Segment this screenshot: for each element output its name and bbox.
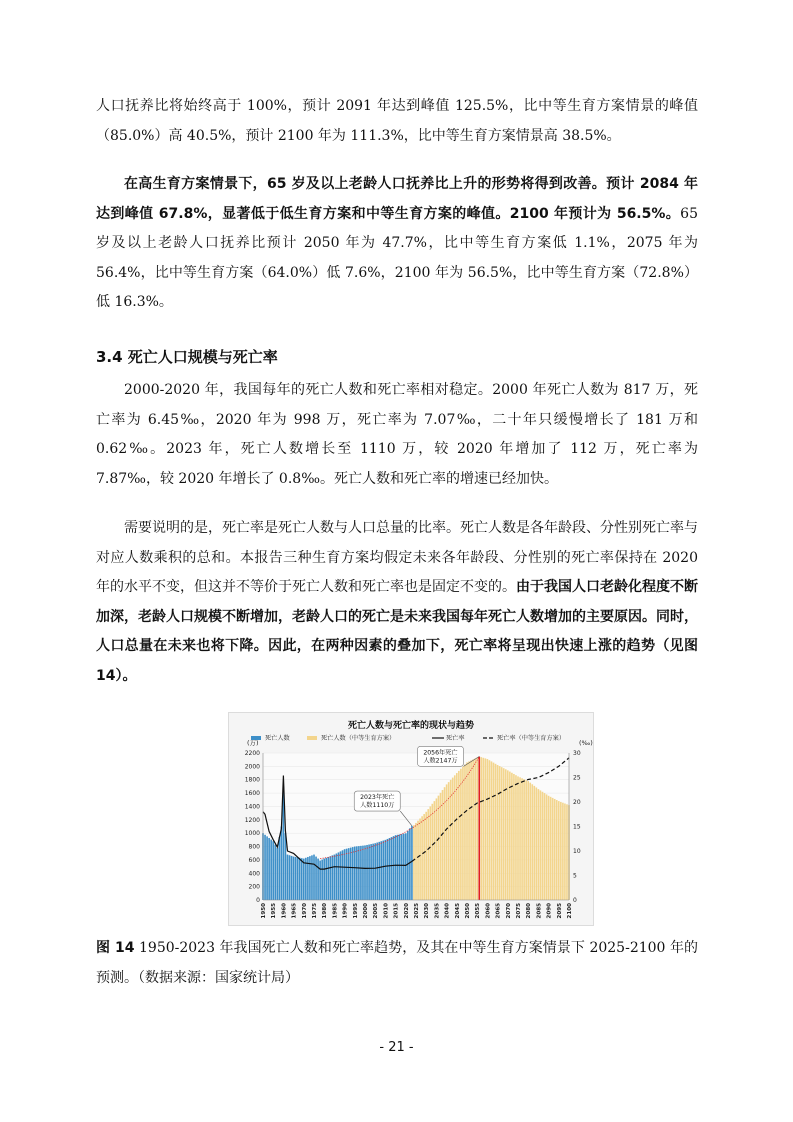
bar-deaths-historical	[268, 838, 270, 900]
bar-deaths-historical	[411, 826, 413, 900]
bar-deaths-historical	[391, 837, 393, 900]
bar-deaths-projected	[448, 782, 450, 900]
bar-deaths-historical	[344, 849, 346, 900]
bar-deaths-historical	[276, 848, 278, 900]
bar-deaths-historical	[321, 860, 323, 900]
y-left-tick-label: 2000	[244, 763, 260, 771]
bar-deaths-historical	[301, 858, 303, 900]
bar-deaths-projected	[434, 801, 436, 900]
bar-deaths-projected	[560, 802, 562, 900]
bar-deaths-historical	[342, 850, 344, 900]
paragraph-text: 人口抚养比将始终高于 100%，预计 2091 年达到峰值 125.5%，比中等生育方案情景的峰值（85.0%）高 40.5%，预计 2100 年为 111.3%，比中等生育方案情景高 38.5%。	[96, 98, 698, 144]
bar-deaths-historical	[401, 834, 403, 900]
bar-deaths-projected	[419, 818, 421, 900]
bar-deaths-historical	[327, 857, 329, 900]
bar-deaths-projected	[542, 792, 544, 900]
y-right-tick-label: 20	[573, 799, 581, 806]
bar-deaths-historical	[287, 855, 289, 900]
figure-caption-text: 1950-2023 年我国死亡人数和死亡率趋势，及其在中等生育方案情景下 2025-2100 年的预测。（数据来源：国家统计局）	[96, 940, 699, 986]
y-left-unit: (万)	[247, 739, 259, 747]
x-tick-label: 1980	[322, 903, 329, 919]
bar-deaths-historical	[291, 856, 293, 900]
bar-deaths-projected	[519, 777, 521, 900]
bar-deaths-historical	[356, 846, 358, 900]
y-left-tick-label: 200	[248, 883, 260, 891]
y-left-tick-label: 400	[248, 870, 260, 878]
bar-deaths-projected	[474, 758, 476, 900]
callout-text: 人数2147万	[423, 757, 458, 765]
bar-deaths-historical	[352, 847, 354, 900]
bar-deaths-projected	[515, 775, 517, 900]
bar-deaths-projected	[429, 806, 431, 900]
bar-deaths-historical	[285, 833, 287, 900]
y-left-tick-label: 1400	[244, 803, 260, 811]
bar-deaths-projected	[536, 787, 538, 900]
bar-deaths-historical	[389, 838, 391, 900]
legend-swatch	[307, 736, 317, 740]
x-tick-label: 2005	[373, 903, 380, 919]
y-left-tick-label: 2200	[244, 750, 260, 757]
legend-label: 死亡率	[446, 735, 465, 742]
bar-deaths-historical	[311, 855, 313, 900]
bar-deaths-projected	[493, 763, 495, 900]
y-left-tick-label: 800	[248, 843, 260, 851]
bar-deaths-projected	[413, 825, 415, 900]
chart-svg	[229, 713, 593, 925]
bar-deaths-historical	[305, 858, 307, 900]
bar-deaths-historical	[270, 840, 272, 900]
bar-deaths-historical	[272, 841, 274, 900]
bar-deaths-historical	[279, 837, 281, 900]
bar-deaths-historical	[346, 849, 348, 900]
bar-deaths-historical	[330, 856, 332, 900]
bar-deaths-projected	[458, 771, 460, 900]
bar-deaths-historical	[274, 845, 276, 900]
callout-text: 人数1110万	[360, 802, 395, 810]
bar-deaths-projected	[432, 804, 434, 900]
y-left-tick-label: 600	[248, 856, 260, 864]
bar-deaths-historical	[364, 845, 366, 900]
bar-deaths-historical	[295, 857, 297, 900]
bar-deaths-historical	[387, 839, 389, 900]
x-tick-label: 2015	[393, 903, 400, 919]
x-tick-label: 2055	[475, 903, 482, 919]
y-right-tick-label: 25	[573, 774, 581, 782]
bar-deaths-historical	[299, 858, 301, 900]
bar-deaths-projected	[464, 764, 466, 900]
bar-deaths-projected	[517, 776, 519, 900]
bar-deaths-projected	[483, 758, 485, 900]
bar-deaths-historical	[372, 844, 374, 900]
bar-deaths-projected	[550, 797, 552, 900]
bar-deaths-historical	[378, 842, 380, 900]
y-right-tick-label: 5	[573, 872, 577, 880]
bar-deaths-projected	[499, 766, 501, 900]
bar-deaths-historical	[374, 843, 376, 900]
x-tick-label: 2095	[556, 903, 563, 919]
paragraph-dependency-ratio-cont	[96, 92, 698, 151]
bar-deaths-historical	[385, 840, 387, 900]
chart-plot-area	[245, 746, 581, 918]
x-tick-label: 2100	[567, 903, 573, 919]
bar-deaths-projected	[558, 801, 560, 900]
y-left-tick-label: 1000	[244, 830, 260, 838]
bar-deaths-projected	[521, 778, 523, 900]
x-tick-label: 2040	[444, 903, 451, 919]
bar-deaths-historical	[264, 835, 266, 900]
x-tick-label: 2045	[454, 903, 461, 919]
bar-deaths-historical	[340, 851, 342, 900]
legend-label: 死亡人数	[265, 735, 290, 742]
figure-14-chart	[228, 712, 594, 926]
bar-deaths-projected	[436, 798, 438, 900]
bar-deaths-projected	[562, 803, 564, 900]
bar-deaths-projected	[456, 773, 458, 900]
paragraph-text: 需要说明的是，死亡率是死亡人数与人口总量的比率。死亡人数是各年龄段、分性别死亡率与对应人数乘积的总和。本报告三种生育方案均假定未来各年龄段、分性别的死亡率保持在 2020 年的水平不变，但这并不等价于死亡人数和死亡率也是固定不变的。	[96, 520, 698, 595]
bar-deaths-historical	[332, 855, 334, 900]
bar-deaths-historical	[309, 856, 311, 900]
bar-deaths-historical	[350, 848, 352, 900]
bar-deaths-historical	[293, 857, 295, 900]
bar-deaths-projected	[531, 784, 533, 900]
bar-deaths-projected	[485, 758, 487, 900]
paragraph-high-fertility	[96, 170, 698, 318]
bar-deaths-historical	[370, 844, 372, 900]
bar-deaths-historical	[297, 857, 299, 900]
figure-caption	[96, 934, 698, 993]
bar-deaths-projected	[460, 769, 462, 900]
bar-deaths-historical	[366, 845, 368, 900]
x-tick-label: 2030	[424, 903, 431, 919]
bar-deaths-projected	[544, 793, 546, 900]
paragraph-text: 2000-2020 年，我国每年的死亡人数和死亡率相对稳定。2000 年死亡人数为 817 万，死亡率为 6.45‰，2020 年为 998 万，死亡率为 7.07‰，二十年只缓慢增长了 181 万和 0.62‰。2023 年，死亡人数增长至 1110 万，较 2020 年增加了 112 万，死亡率为 7.87‰，较 2020 年增长了 0.8‰。死亡人数和死亡率的增速已经加快。	[96, 382, 698, 487]
bar-deaths-projected	[552, 798, 554, 900]
bar-deaths-historical	[362, 846, 364, 900]
x-tick-label: 2080	[526, 903, 533, 919]
bar-deaths-projected	[444, 787, 446, 900]
paragraph-text: 65 岁及以上老龄人口抚养比预计 2050 年为 47.7%，比中等生育方案低 1.1%，2075 年为 56.4%，比中等生育方案（64.0%）低 7.6%，2100 年为 56.5%，比中等生育方案（72.8%）低 16.3%。	[96, 205, 698, 310]
y-right-tick-label: 30	[573, 750, 581, 757]
bar-deaths-projected	[546, 794, 548, 900]
bar-deaths-projected	[462, 767, 464, 900]
bar-deaths-projected	[538, 789, 540, 900]
x-tick-label: 2065	[495, 903, 502, 919]
bar-deaths-projected	[566, 804, 568, 900]
x-tick-label: 2060	[485, 903, 492, 919]
bar-deaths-historical	[393, 836, 395, 900]
bar-deaths-historical	[303, 859, 305, 900]
bar-deaths-projected	[503, 768, 505, 900]
x-tick-label: 1950	[261, 903, 267, 919]
paragraph-bold-text: 由于我国人口老龄化程度不断加深，老龄人口规模不断增加，老龄人口的死亡是未来我国每年死亡人数增加的主要原因。同时，人口总量在未来也将下降。因此，在两种因素的叠加下，死亡率将呈现出快速上涨的趋势（见图 14）。	[96, 579, 698, 684]
x-tick-label: 2000	[363, 903, 369, 919]
bar-deaths-projected	[425, 812, 427, 900]
bar-deaths-projected	[491, 761, 493, 900]
paragraph-deaths-2000-2020	[96, 376, 698, 494]
x-tick-label: 2085	[536, 903, 543, 919]
bar-deaths-projected	[564, 804, 566, 900]
bar-deaths-projected	[480, 757, 482, 900]
x-tick-label: 1985	[332, 903, 339, 919]
callout-text: 2056年死亡	[423, 749, 458, 757]
x-tick-label: 2025	[414, 903, 420, 919]
bar-deaths-historical	[407, 831, 409, 900]
legend-label: 死亡人数（中等生育方案）	[321, 735, 396, 742]
bar-deaths-projected	[497, 765, 499, 900]
chart-title: 死亡人数与死亡率的现状与趋势	[347, 721, 475, 731]
bar-deaths-historical	[319, 861, 321, 900]
x-tick-label: 1960	[281, 903, 288, 919]
bar-deaths-projected	[470, 760, 472, 900]
bar-deaths-projected	[446, 784, 448, 900]
bar-deaths-projected	[509, 772, 511, 900]
y-right-tick-label: 0	[573, 897, 577, 904]
bar-deaths-projected	[525, 780, 527, 900]
bar-deaths-historical	[338, 852, 340, 900]
y-right-unit: (‰)	[579, 739, 593, 747]
bar-deaths-projected	[466, 762, 468, 900]
bar-deaths-projected	[468, 761, 470, 900]
bar-deaths-projected	[454, 775, 456, 900]
bar-deaths-historical	[348, 848, 350, 900]
bar-deaths-projected	[438, 796, 440, 900]
bar-deaths-projected	[501, 767, 503, 900]
x-tick-label: 2010	[383, 903, 390, 919]
x-tick-label: 1975	[312, 903, 318, 919]
bar-deaths-projected	[450, 780, 452, 900]
x-tick-label: 1970	[301, 903, 308, 919]
x-tick-label: 2050	[465, 903, 471, 919]
bar-deaths-projected	[452, 778, 454, 900]
bar-deaths-projected	[495, 764, 497, 900]
bar-deaths-historical	[281, 827, 283, 901]
bar-deaths-historical	[403, 834, 405, 900]
legend-label: 死亡率（中等生育方案）	[497, 735, 566, 742]
bar-deaths-historical	[381, 841, 383, 900]
x-tick-label: 2090	[546, 903, 553, 919]
bar-deaths-historical	[399, 834, 401, 900]
bar-deaths-historical	[360, 846, 362, 900]
bar-deaths-historical	[334, 855, 336, 900]
x-tick-label: 1995	[352, 903, 359, 919]
y-left-tick-label: 1600	[244, 790, 260, 798]
bar-deaths-projected	[421, 816, 423, 900]
paragraph-bold-text: 在高生育方案情景下，65 岁及以上老龄人口抚养比上升的形势将得到改善。预计 2084 年达到峰值 67.8%，显著低于低生育方案和中等生育方案的峰值。2100 年预计为 56.5%。	[96, 176, 698, 222]
bar-deaths-projected	[489, 760, 491, 900]
bar-deaths-projected	[442, 790, 444, 900]
bar-deaths-projected	[527, 781, 529, 900]
bar-deaths-historical	[336, 853, 338, 900]
bar-deaths-historical	[289, 855, 291, 900]
bar-deaths-projected	[476, 758, 478, 900]
bar-deaths-projected	[548, 796, 550, 900]
bar-deaths-historical	[405, 833, 407, 900]
bar-deaths-historical	[315, 857, 317, 900]
bar-deaths-historical	[317, 859, 319, 900]
bar-deaths-historical	[354, 847, 356, 900]
y-left-tick-label: 1200	[244, 816, 260, 824]
bar-deaths-historical	[313, 855, 315, 900]
bar-deaths-projected	[417, 821, 419, 900]
x-tick-label: 1955	[271, 903, 278, 919]
bar-deaths-historical	[397, 835, 399, 900]
x-tick-label: 2035	[434, 903, 441, 919]
bar-deaths-projected	[534, 786, 536, 900]
bar-deaths-projected	[540, 790, 542, 900]
callout-text: 2023年死亡	[360, 794, 395, 802]
bar-deaths-projected	[523, 779, 525, 900]
bar-deaths-projected	[440, 793, 442, 900]
bar-deaths-historical	[409, 828, 411, 900]
bar-deaths-historical	[383, 841, 385, 900]
bar-deaths-historical	[325, 858, 327, 900]
bar-deaths-projected	[507, 770, 509, 900]
x-tick-label: 2020	[403, 903, 410, 919]
chart-legend	[251, 734, 565, 742]
y-left-tick-label: 0	[256, 897, 260, 904]
bar-deaths-projected	[513, 774, 515, 900]
bar-deaths-projected	[554, 799, 556, 900]
section-heading: 3.4 死亡人口规模与死亡率	[96, 348, 278, 366]
bar-deaths-projected	[423, 814, 425, 900]
x-tick-label: 2070	[505, 903, 512, 919]
bar-deaths-historical	[368, 845, 370, 900]
y-left-tick-label: 1800	[244, 776, 260, 784]
bar-deaths-historical	[358, 846, 360, 900]
bar-deaths-historical	[323, 859, 325, 900]
bar-deaths-projected	[472, 759, 474, 900]
bar-deaths-historical	[266, 836, 268, 900]
x-tick-label: 2075	[516, 903, 522, 919]
figure-label: 图 14	[96, 940, 135, 956]
y-right-tick-label: 10	[573, 848, 581, 855]
page-number: - 21 -	[379, 1040, 414, 1055]
bar-deaths-projected	[487, 759, 489, 900]
bar-deaths-projected	[529, 783, 531, 900]
bar-deaths-historical	[395, 835, 397, 900]
bar-deaths-projected	[415, 823, 417, 900]
x-tick-label: 1965	[291, 903, 298, 919]
bar-deaths-historical	[376, 843, 378, 900]
x-tick-label: 1990	[342, 903, 349, 919]
bar-deaths-projected	[427, 809, 429, 900]
bar-deaths-projected	[556, 800, 558, 900]
paragraph-mortality-explanation	[96, 514, 698, 691]
y-right-tick-label: 15	[573, 823, 581, 831]
bar-deaths-projected	[511, 773, 513, 900]
